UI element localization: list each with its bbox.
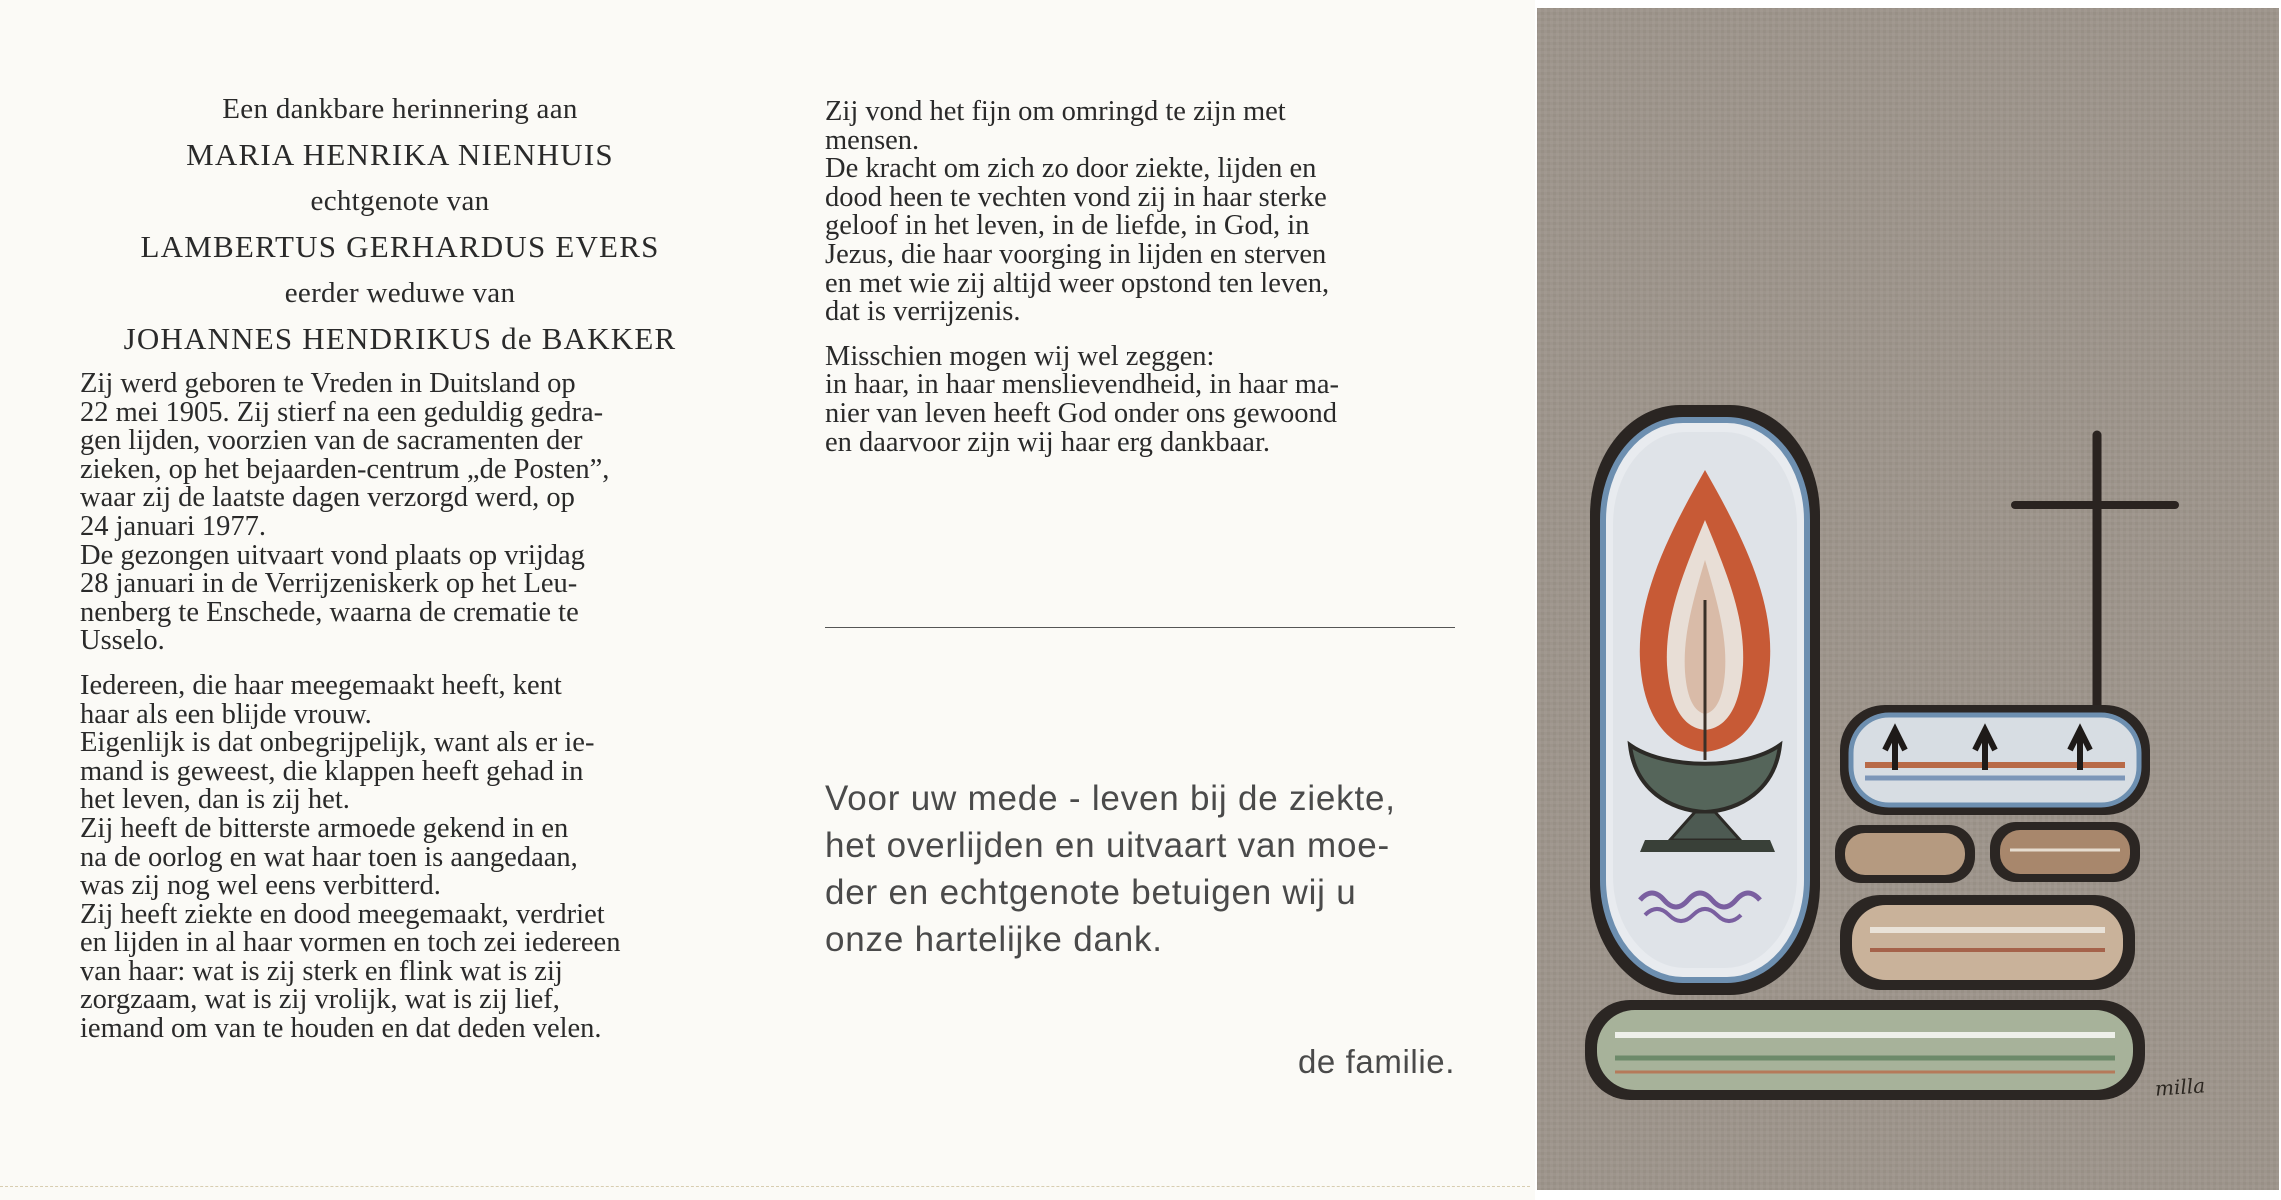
deceased-name: MARIA HENRIKA NIENHUIS bbox=[186, 137, 614, 172]
stone-tablet bbox=[1840, 895, 2135, 990]
text-line: en lijden in al haar vormen en toch zei iedereen bbox=[80, 927, 621, 959]
text-line: Zij heeft de bitterste armoede gekend in en bbox=[80, 812, 569, 844]
text-line: mand is geweest, die klappen heeft gehad in bbox=[80, 755, 584, 787]
text-line: en met wie zij altijd weer opstond ten leven, bbox=[825, 267, 1330, 299]
text-line: was zij nog wel eens verbitterd. bbox=[80, 870, 441, 902]
text-line: dood heen te vechten vond zij in haar sterke bbox=[825, 181, 1327, 213]
text-line: Zij heeft ziekte en dood meegemaakt, verdriet bbox=[80, 898, 605, 930]
card-edge bbox=[0, 1186, 1530, 1187]
gratitude-paragraph bbox=[825, 340, 1455, 458]
text-line: De gezongen uitvaart vond plaats op vrijdag bbox=[80, 539, 585, 571]
text-line: geloof in het leven, in de liefde, in God, in bbox=[825, 210, 1310, 242]
tablet-with-arrows bbox=[1840, 705, 2150, 815]
text-line: iemand om van te houden en dat deden velen. bbox=[80, 1013, 602, 1045]
divider-line bbox=[825, 627, 1455, 628]
text-line: 24 januari 1977. bbox=[80, 510, 267, 542]
text-line: Misschien mogen wij wel zeggen: bbox=[825, 340, 1215, 372]
text-line: nier van leven heeft God onder ons gewoond bbox=[825, 397, 1338, 429]
biography-paragraph bbox=[80, 370, 720, 656]
text-line: zorgzaam, wat is zij vrolijk, wat is zij lief, bbox=[80, 984, 560, 1016]
artwork-panel bbox=[1535, 0, 2281, 1200]
first-husband-name: JOHANNES HENDRIKUS de BAKKER bbox=[123, 321, 677, 356]
text-line: Zij vond het fijn om omringd te zijn met bbox=[825, 96, 1286, 127]
left-column bbox=[80, 92, 720, 1060]
oil-lamp-icon bbox=[1590, 405, 1820, 995]
text-line: zieken, op het bejaarden-centrum „de Posten”, bbox=[80, 453, 610, 485]
text-line: dat is verrijzenis. bbox=[825, 296, 1021, 328]
text-line: in haar, in haar menslievendheid, in haar ma- bbox=[825, 369, 1340, 401]
thanks-line: der en echtgenote betuigen wij u bbox=[825, 873, 1357, 912]
text-line: Iedereen, die haar meegemaakt heeft, kent bbox=[80, 669, 562, 701]
text-line: van haar: wat is zij sterk en flink wat is zij bbox=[80, 955, 563, 987]
intro-line: Een dankbare herinnering aan bbox=[222, 93, 578, 125]
stone-tablet bbox=[1585, 1000, 2145, 1100]
text-line: 28 januari in de Verrijzeniskerk op het Leu- bbox=[80, 568, 578, 600]
artwork-illustration bbox=[1535, 0, 2281, 1200]
text-line: waar zij de laatste dagen verzorgd werd, op bbox=[80, 482, 575, 514]
middle-column bbox=[825, 98, 1455, 473]
thanks-line: Voor uw mede - leven bij de ziekte, bbox=[825, 779, 1396, 818]
text-line: De kracht om zich zo door ziekte, lijden en bbox=[825, 153, 1317, 185]
artist-signature: milla bbox=[2154, 1073, 2206, 1101]
text-line: Usselo. bbox=[80, 625, 165, 657]
text-line: mensen. bbox=[825, 124, 920, 156]
text-line: na de oorlog en wat haar toen is aangedaan, bbox=[80, 841, 578, 873]
widow-line: eerder weduwe van bbox=[284, 277, 516, 309]
text-line: Eigenlijk is dat onbegrijpelijk, want als er ie- bbox=[80, 727, 595, 759]
family-signature: de familie. bbox=[1297, 1043, 1455, 1080]
husband-name: LAMBERTUS GERHARDUS EVERS bbox=[140, 229, 660, 264]
remembrance-paragraph bbox=[80, 669, 720, 1045]
thanks-line: het overlijden en uitvaart van moe- bbox=[825, 826, 1390, 865]
text-line: gen lijden, voorzien van de sacramenten der bbox=[80, 425, 583, 457]
text-line: het leven, dan is zij het. bbox=[80, 784, 350, 816]
relation-line: echtgenote van bbox=[310, 185, 490, 217]
thanks-line: onze hartelijke dank. bbox=[825, 920, 1163, 959]
text-line: Zij werd geboren te Vreden in Duitsland op bbox=[80, 368, 576, 399]
text-line: 22 mei 1905. Zij stierf na een geduldig gedra- bbox=[80, 396, 604, 428]
text-line: Jezus, die haar voorging in lijden en sterven bbox=[825, 238, 1327, 270]
faith-paragraph bbox=[825, 98, 1455, 327]
text-line: nenberg te Enschede, waarna de crematie te bbox=[80, 596, 579, 628]
text-line: haar als een blijde vrouw. bbox=[80, 698, 372, 730]
thanks-message bbox=[825, 775, 1455, 963]
text-line: en daarvoor zijn wij haar erg dankbaar. bbox=[825, 426, 1270, 458]
